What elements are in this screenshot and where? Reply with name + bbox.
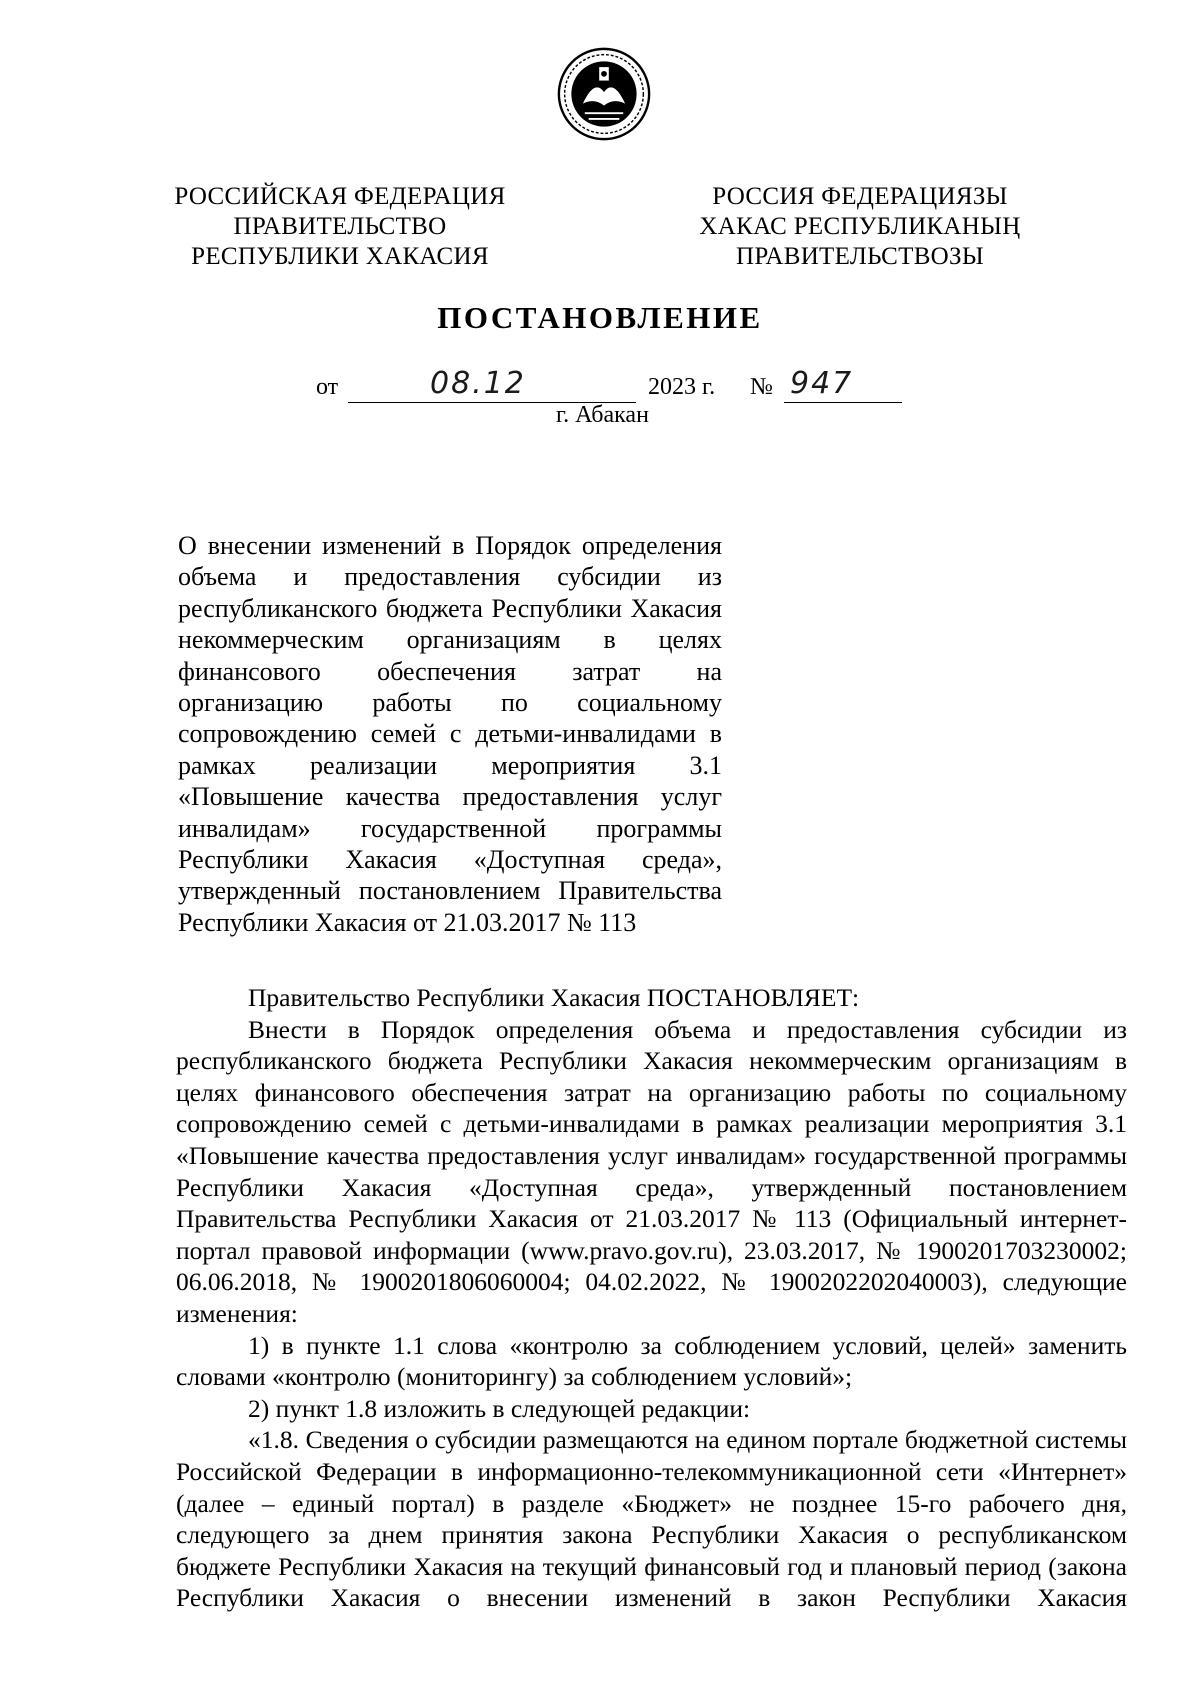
- document-type-title: ПОСТАНОВЛЕНИЕ: [437, 300, 763, 335]
- body-paragraph: Внести в Порядок определения объема и предоставления субсидии из республиканского бюджета Республики Хакасия некоммерческим организациям в целях финансового обеспечения затрат на организацию работы по социальному сопровождению семей с детьми-инвалидами в рамках реализации мероприятия 3.1 «Повышение качества предоставления услуг инвалидам» государственной программы Республики Хакасия «Доступная среда», утвержденный постановлением Правительства Республики Хакасия от 21.03.2017 № 113 (Официальный интернет-портал правовой информации (www.pravo.gov.ru), 23.03.2017, № 1900201703230002; 06.06.2018, № 1900201806060004; 04.02.2022, № 1900202202040003), следующие изменения:: [176, 1014, 1127, 1328]
- body-paragraph: Правительство Республики Хакасия ПОСТАНОВЛЯЕТ:: [248, 983, 860, 1012]
- body-text: [176, 982, 1127, 1614]
- number-label: №: [750, 374, 773, 400]
- coat-of-arms-icon: [556, 46, 652, 142]
- header-right-line-3: ПРАВИТЕЛЬСТВОЗЫ: [736, 243, 984, 270]
- body-paragraph: «1.8. Сведения о субсидии размещаются на едином портале бюджетной системы Российской Федерации в информационно-телекоммуникационной сети «Интернет» (далее – единый портал) в разделе «Бюджет» не позднее 15-го рабочего дня, следующего за днем принятия закона Республики Хакасия о республиканском бюджете Республики Хакасия на текущий финансовый год и плановый период (закона Республики Хакасия о внесении изменений в закон Республики Хакасия: [176, 1425, 1127, 1613]
- from-label: от: [316, 374, 339, 400]
- header-right-line-2: ХАКАС РЕСПУБЛИКАНЫҢ: [699, 213, 1021, 240]
- year-label: 2023 г.: [648, 374, 716, 400]
- body-paragraph: 2) пункт 1.8 изложить в следующей редакции:: [248, 1393, 751, 1423]
- header-left-line-3: РЕСПУБЛИКИ ХАКАСИЯ: [191, 243, 489, 270]
- city: г. Абакан: [556, 402, 649, 428]
- header-left-line-2: ПРАВИТЕЛЬСТВО: [233, 213, 447, 240]
- header-left: [160, 182, 520, 272]
- header-left-line-1: РОССИЙСКАЯ ФЕДЕРАЦИЯ: [174, 183, 506, 210]
- number-underline: [784, 402, 902, 403]
- subject-block: О внесении изменений в Порядок определения объема и предоставления субсидии из республиканского бюджета Республики Хакасия некоммерческим организациям в целях финансового обеспечения затрат на организацию работы по социальному сопровождению семей с детьми-инвалидами в рамках реализации мероприятия 3.1 «Повышение качества предоставления услуг инвалидам» государственной программы Республики Хакасия «Доступная среда», утвержденный постановлением Правительства Республики Хакасия от 21.03.2017 № 113: [178, 531, 722, 937]
- number-handwritten: 947: [790, 366, 854, 401]
- body-paragraph: 1) в пункте 1.1 слова «контролю за соблюдением условий, целей» заменить словами «контролю (мониторингу) за соблюдением условий»;: [176, 1330, 1127, 1392]
- date-handwritten: 08.12: [430, 366, 526, 401]
- header-right: [680, 182, 1040, 272]
- header-right-line-1: РОССИЯ ФЕДЕРАЦИЯЗЫ: [712, 183, 1008, 210]
